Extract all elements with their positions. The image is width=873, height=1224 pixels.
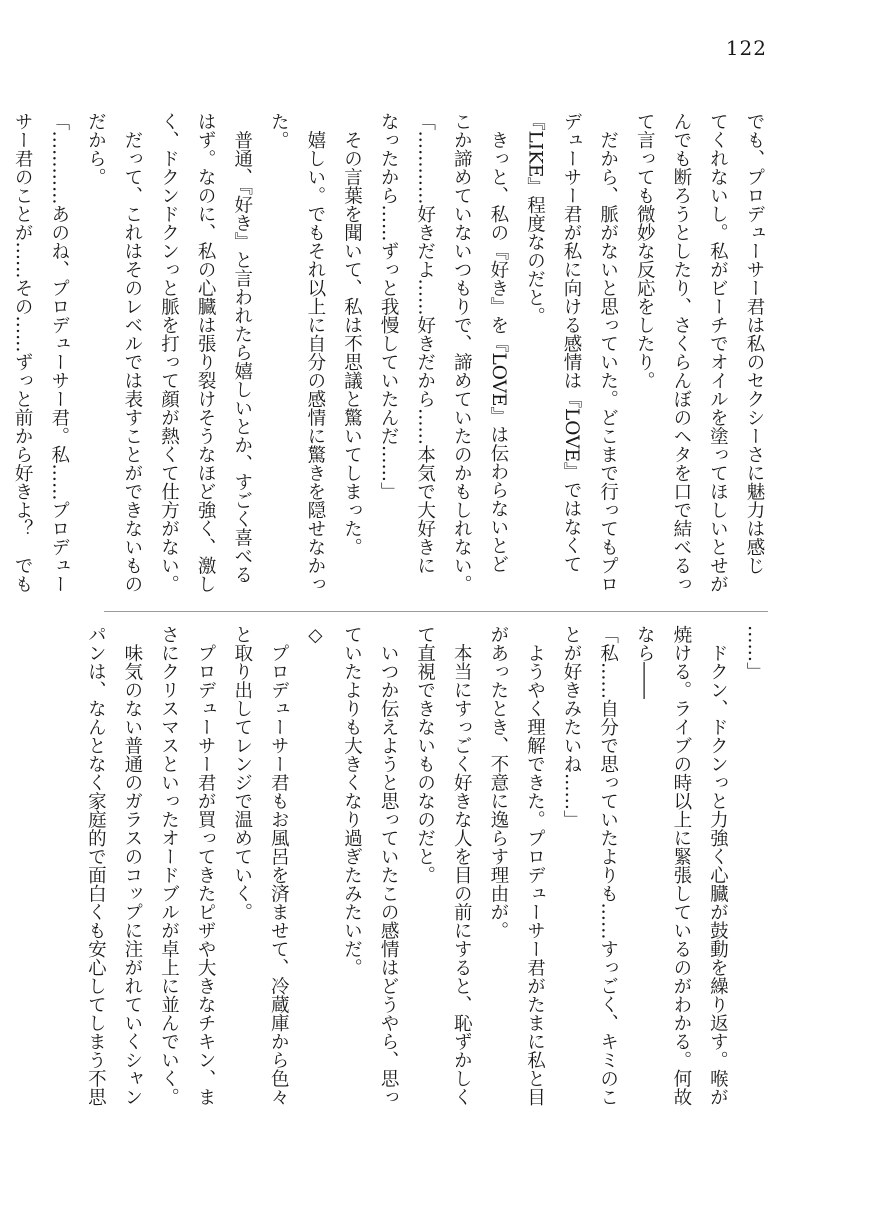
section-break-diamond: ◇ — [304, 625, 326, 646]
text-line: デューサー君が私に向ける感情は『LOVE』ではなくて — [561, 112, 583, 573]
text-line: た。 — [268, 112, 290, 149]
text-line: んでも断ろうとしたり、さくらんぼのヘタを口で結べるっ — [670, 112, 692, 593]
text-line: 『LIKE』程度なのだと。 — [524, 112, 546, 326]
text-line: 本当にすっごく好きな人を目の前にすると、恥ずかしく — [451, 625, 473, 1106]
text-line: とが好きみたいね……」 — [561, 625, 583, 829]
text-tier-top — [12, 112, 772, 602]
text-line: だって、これはそのレベルでは表すことができないもの — [121, 112, 143, 593]
text-line: 味気のない普通のガラスのコップに注がれていくシャン — [121, 625, 143, 1106]
text-line: プロデューサー君が買ってきたピザや大きなチキン、ま — [195, 625, 217, 1106]
text-line: ていたよりも大きくなり過ぎたみたいだ。 — [341, 625, 363, 977]
text-line: ドクン、ドクンっと力強く心臓が鼓動を繰り返す。喉が — [707, 625, 729, 1106]
text-line: だから。 — [85, 112, 107, 186]
text-line: があったとき、不意に逸らす理由が。 — [487, 625, 509, 940]
text-line: て直視できないものなのだと。 — [414, 625, 436, 884]
text-line: 焼ける。ライブの時以上に緊張しているのがわかる。何故 — [670, 625, 692, 1106]
text-line: なったから……ずっと我慢していたんだ……」 — [378, 112, 400, 501]
text-line: プロデューサー君もお風呂を済ませて、冷蔵庫から色々 — [268, 625, 290, 1106]
text-line: 普通、『好き』と言われたら嬉しいとか、すごく喜べる — [231, 112, 253, 584]
text-line: さにクリスマスといったオードブルが卓上に並んでいく。 — [158, 625, 180, 1106]
text-line: てくれないし。私がビーチでオイルを塗ってほしいとせが — [707, 112, 729, 593]
text-line: いつか伝えようと思っていたこの感情はどうやら、思っ — [378, 625, 400, 1106]
text-line: パンは、なんとなく家庭的で面白くも安心してしまう不思 — [85, 625, 107, 1106]
page-number: 122 — [725, 36, 767, 60]
text-line: きっと、私の『好き』を『LOVE』は伝わらないとど — [487, 112, 509, 573]
text-line: 嬉しい。でもそれ以上に自分の感情に驚きを隠せなかっ — [304, 112, 326, 593]
text-line: ようやく理解できた。プロデューサー君がたまに私と目 — [524, 625, 546, 1106]
text-line: く、ドクンドクンっと脈を打って顔が熱くて仕方がない。 — [158, 112, 180, 593]
text-line: なら―― — [634, 625, 656, 699]
text-line: その言葉を聞いて、私は不思議と驚いてしまった。 — [341, 112, 363, 556]
text-line: だから、脈がないと思っていた。どこまで行ってもプロ — [597, 112, 619, 593]
text-line: と取り出してレンジで温めていく。 — [231, 625, 253, 921]
text-line: サー君のことが……その……ずっと前から好きよ？ でも — [12, 112, 34, 593]
text-line: 「…………好きだよ……好きだから……本気で大好きに — [414, 112, 436, 575]
text-line: 「私……自分で思っていたよりも……すっごく、キミのこ — [597, 625, 619, 1106]
text-line: でも、プロデューサー君は私のセクシーさに魅力は感じ — [744, 112, 765, 575]
text-line: こか諦めていないつもりで、諦めていたのかもしれない。 — [451, 112, 473, 593]
text-line: はず。なのに、私の心臓は張り裂けそうなほど強く、激し — [195, 112, 217, 593]
text-line: ……」 — [744, 625, 765, 681]
text-tier-bottom — [85, 625, 772, 1110]
text-line: 「…………あのね、プロデューサー君。私……プロデュー — [48, 112, 70, 593]
tier-divider — [104, 611, 768, 612]
text-line: て言っても微妙な反応をしたり。 — [634, 112, 656, 390]
